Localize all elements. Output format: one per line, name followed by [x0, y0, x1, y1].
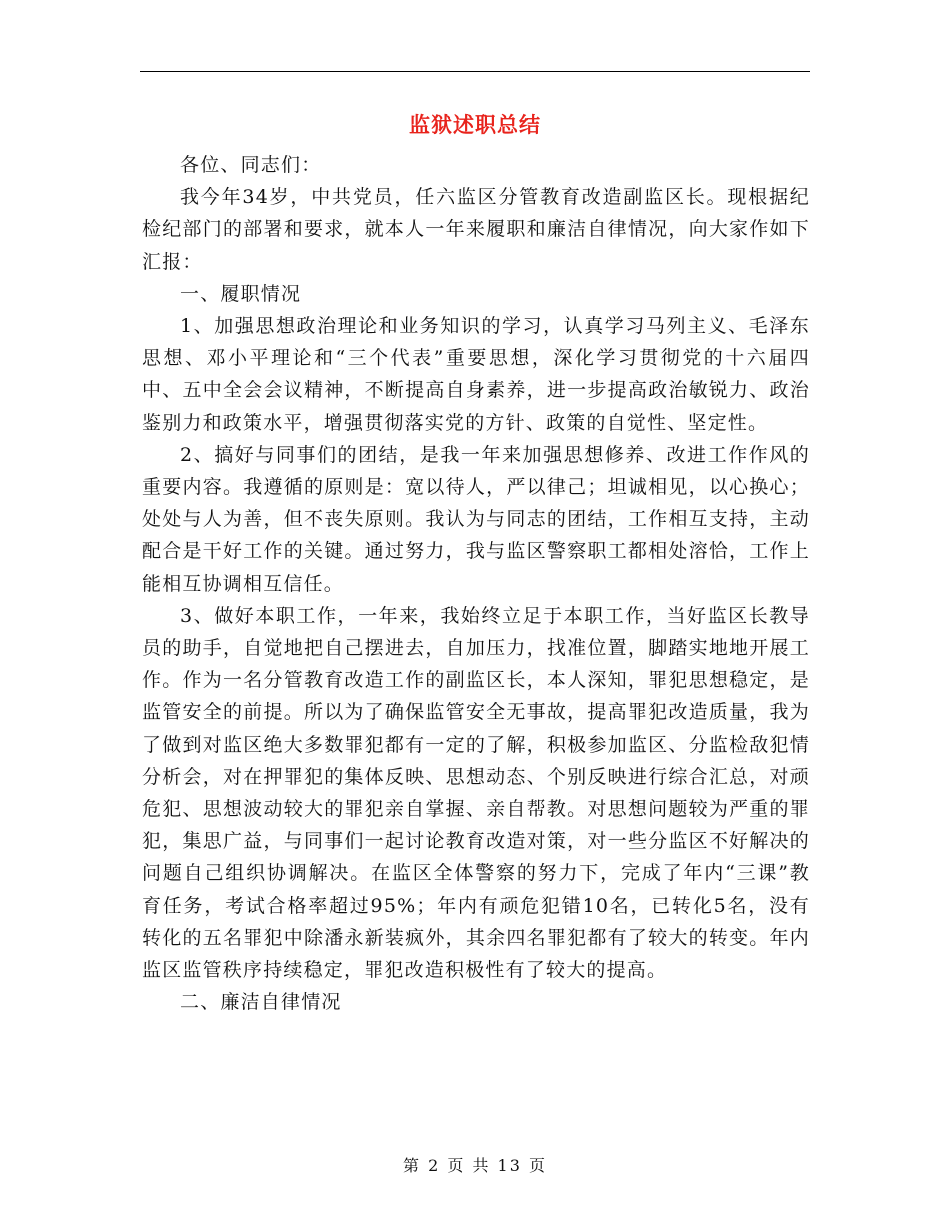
duty-item-2-paragraph: 2、搞好与同事们的团结，是我一年来加强思想修养、改进工作作风的重要内容。我遵循的原则是：宽以待人，严以律己；坦诚相见，以心换心；处处与人为善，但不丧失原则。我认为与同志的团结，工作相互支持，主动配合是干好工作的关键。通过努力，我与监区警察职工都相处溶恰，工作上能相互协调相互信任。 — [142, 443, 810, 595]
section-heading-duty: 一、履职情况 — [180, 282, 302, 305]
duty-item-3-paragraph: 3、做好本职工作，一年来，我始终立足于本职工作，当好监区长教导员的助手，自觉地把自己摆进去，自加压力，找准位置，脚踏实地地开展工作。作为一名分管教育改造工作的副监区长，本人深知，罪犯思想稳定，是监管安全的前提。所以为了确保监管安全无事故，提高罪犯改造质量，我为了做到对监区绝大多数罪犯都有一定的了解，积极参加监区、分监检敌犯情分析会，对在押罪犯的集体反映、思想动态、个别反映进行综合汇总，对顽危犯、思想波动较大的罪犯亲自掌握、亲自帮教。对思想问题较为严重的罪犯，集思广益，与同事们一起讨论教育改造对策，对一些分监区不好解决的问题自己组织协调解决。在监区全体警察的努力下，完成了年内“三课”教育任务，考试合格率超过95%；年内有顽危犯错10名，已转化5名，没有转化的五名罪犯中除潘永新装疯外，其余四名罪犯都有了较大的转变。年内监区监管秩序持续稳定，罪犯改造积极性有了较大的提高。 — [142, 604, 810, 982]
salutation-paragraph: 各位、同志们： — [180, 154, 322, 176]
intro-paragraph: 我今年34岁，中共党员，任六监区分管教育改造副监区长。现根据纪检纪部门的部署和要求，就本人一年来履职和廉洁自律情况，向大家作如下汇报： — [142, 186, 810, 273]
page-number-footer: 第 2 页 共 13 页 — [403, 1156, 547, 1175]
header-rule — [140, 71, 810, 72]
document-body — [142, 149, 810, 1018]
section-heading-integrity: 二、廉洁自律情况 — [180, 991, 342, 1014]
document-title: 监狱述职总结 — [409, 112, 541, 137]
duty-item-1-paragraph: 1、加强思想政治理论和业务知识的学习，认真学习马列主义、毛泽东思想、邓小平理论和“三个代表”重要思想，深化学习贯彻党的十六届四中、五中全会会议精神，不断提高自身素养，进一步提高政治敏锐力、政治鉴别力和政策水平，增强贯彻落实党的方针、政策的自觉性、坚定性。 — [142, 315, 810, 434]
